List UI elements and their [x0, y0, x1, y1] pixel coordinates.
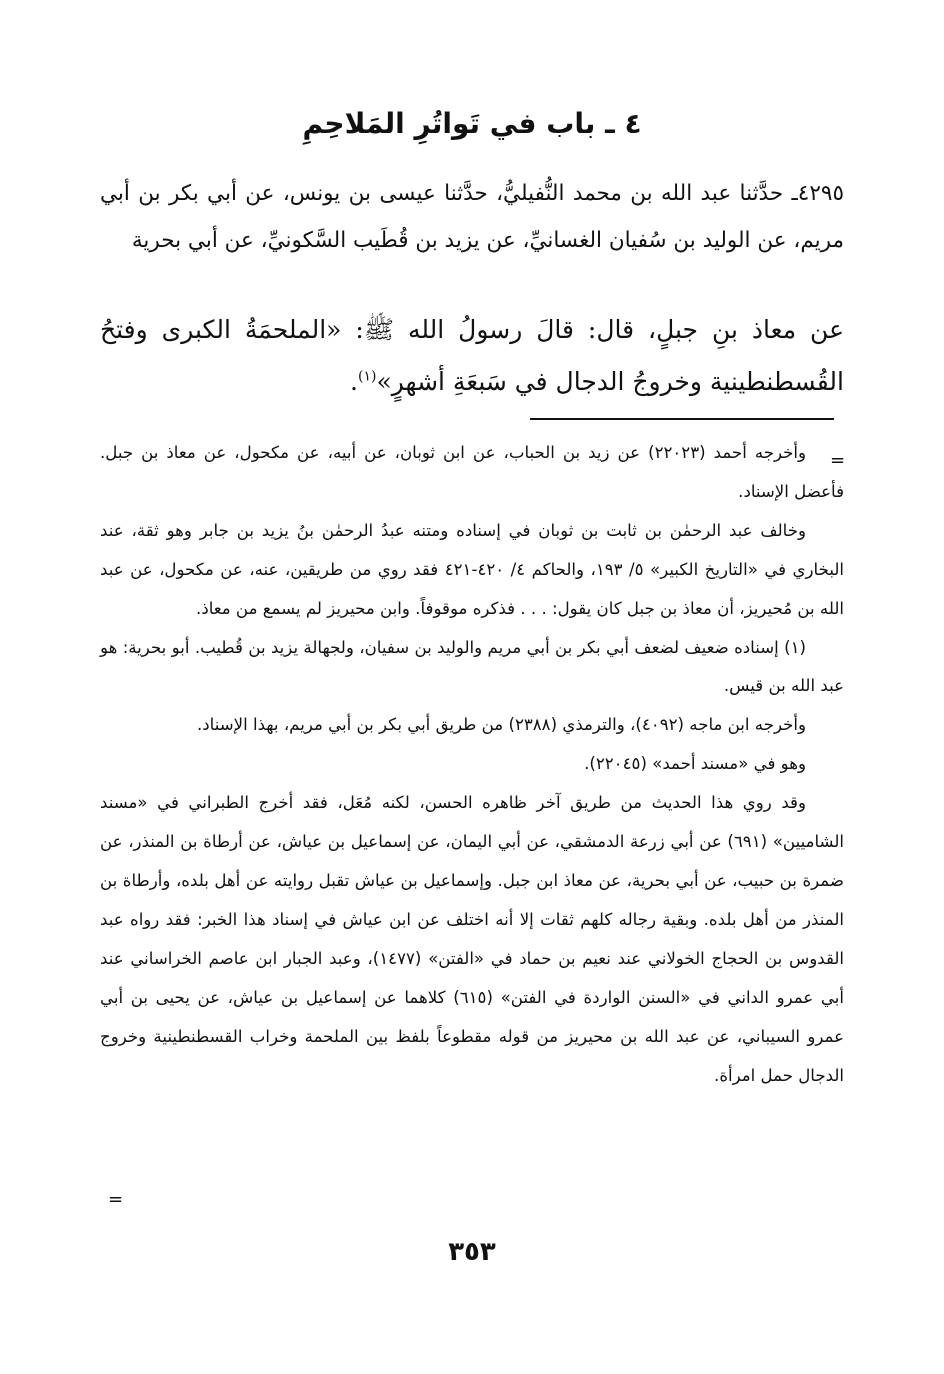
- chapter-title: ٤ ـ باب في تَواتُرِ المَلاحِمِ: [302, 107, 642, 140]
- footnote-divider: [530, 418, 834, 420]
- footnote-paragraph: وقد روي هذا الحديث من طريق آخر ظاهره الحسن، لكنه مُعَل، فقد أخرج الطبراني في «مسند الشاميين» (٦٩١) عن أبي زرعة الدمشقي، عن أبي اليمان، عن إسماعيل بن عياش، عن أرطاة بن المنذر، عن ضمرة بن حبيب، عن أبي بحرية، عن معاذ ابن جبل. وإسماعيل بن عياش تقبل روايته عن أهل بلده، وأرطاة بن المنذر من أهل بلده. وبقية رجاله كلهم ثقات إلا أنه اختلف عن ابن عياش في إسناد هذا الخبر: فقد رواه عبد القدوس بن الحجاج الخولاني عند نعيم بن حماد في «الفتن» (١٤٧٧)، وعبد الجبار ابن عاصم الخراساني عند أبي عمرو الداني في «السنن الواردة في الفتن» (٦١٥) كلاهما عن إسماعيل بن عياش، عن يحيى بن أبي عمرو السيباني، عن عبد الله بن محيريز من قوله مقطوعاً بلفظ بين الملحمة وخراب القسطنطينية وخروج الدجال حمل امرأة.: [100, 793, 844, 1085]
- footnote-continued-text: وأخرجه أحمد (٢٢٠٢٣) عن زيد بن الحباب، عن ابن ثوبان، عن أبيه، عن مكحول، عن معاذ بن جبل. فأعضل الإسناد.: [100, 443, 844, 501]
- footnote-paragraph: وهو في «مسند أحمد» (٢٢٠٤٥).: [584, 754, 806, 774]
- hadith-matn-end: .: [350, 367, 358, 396]
- hadith-matn-text: عن معاذ بنِ جبلٍ، قال: قالَ رسولُ الله ﷺ: «الملحمَةُ الكبرى وفتحُ القُسطنطينية وخروجُ الدجال في سَبعَةِ أشهرٍ»: [100, 315, 844, 396]
- footnotes-section: [100, 434, 844, 1095]
- page-number: ٣٥٣: [448, 1237, 496, 1267]
- continuation-mark-top: =: [830, 450, 846, 471]
- footnote-reference[interactable]: (١): [357, 368, 377, 385]
- hadith-matn: [100, 304, 844, 408]
- footnote-1: (١) إسناده ضعيف لضعف أبي بكر بن أبي مريم والوليد بن سفيان، ولجهالة يزيد بن قُطيب. أبو بحرية: هو عبد الله بن قيس.: [100, 637, 844, 696]
- footnote-paragraph: وأخرجه ابن ماجه (٤٠٩٢)، والترمذي (٢٣٨٨) من طريق أبي بكر بن أبي مريم، بهذا الإسناد.: [196, 715, 806, 735]
- hadith-isnad: ٤٢٩٥ـ حدَّثنا عبد الله بن محمد النُّفيليُّ، حدَّثنا عيسى بن يونس، عن أبي بكر بن أبي مريم، عن الوليد بن سُفيان الغسانيِّ، عن يزيد بن قُطَيب السَّكونيِّ، عن أبي بحرية: [100, 181, 844, 253]
- continuation-mark-bottom: =: [108, 1189, 124, 1210]
- footnote-paragraph: وخالف عبد الرحمٰن بن ثابت بن ثوبان في إسناده ومتنه عبدُ الرحمٰن بنُ يزيد بن جابر وهو ثقة، عند البخاري في «التاريخ الكبير» ٥/ ١٩٣، والحاكم ٤/ ٤٢٠-٤٢١ فقد روي من طريقين، عنه، عن مكحول، عن عبد الله بن مُحيريز، أن معاذ بن جبل كان يقول: . . . فذكره موقوفاً. وابن محيريز لم يسمع من معاذ.: [100, 520, 845, 618]
